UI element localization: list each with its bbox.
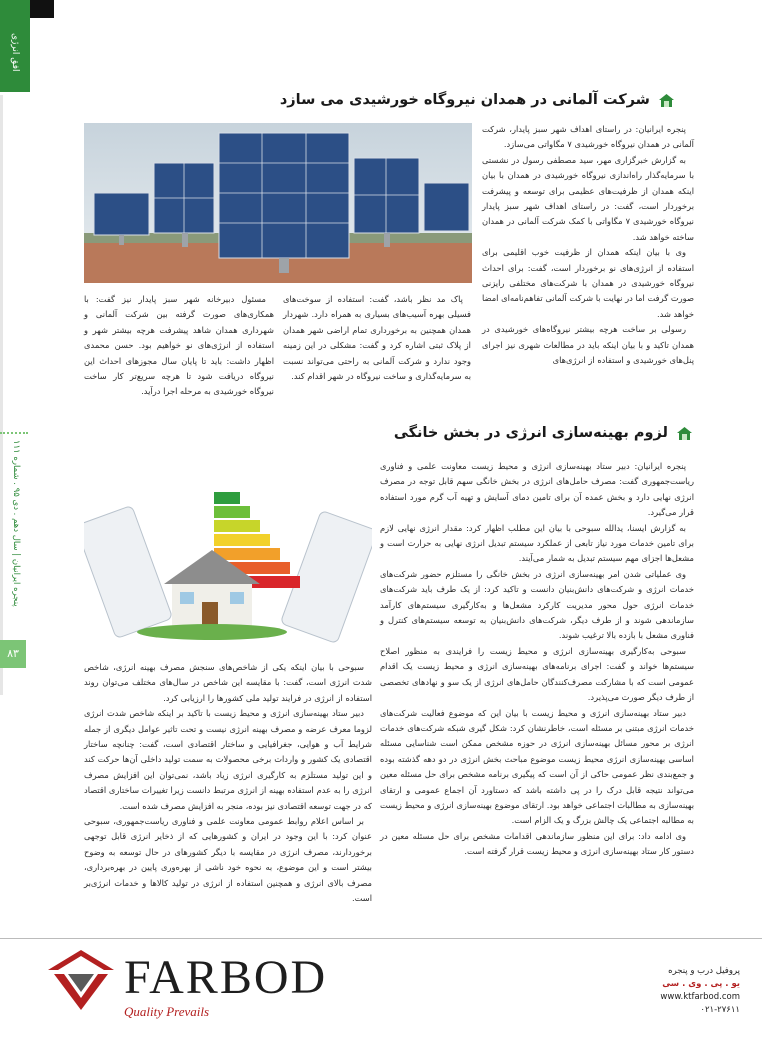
side-rule — [0, 95, 3, 695]
paragraph: سبوحی به‌کارگیری بهینه‌سازی انرژی و محیط زیست را فرایندی به منظور اصلاح سیستم‌ها خواند و گفت: اجرای برنامه‌های بهینه‌سازی انرژی و محیط زیست یک اقدام عمومی است که با مشارکت مصرف‌کنندگان حامل‌های انرژی از یک سو و نهادهای تخصصی از طرف دیگر صورت می‌پذیرد. — [380, 645, 694, 703]
paragraph: دبیر ستاد بهینه‌سازی انرژی و محیط زیست با بیان این که موضوع فعالیت شرکت‌های خدمات انرژی مبتنی بر مسئله است، خاطرنشان کرد: شکل گیری شبکه شرکت‌های خدمات انرژی بر محور مسائل بهینه‌سازی انرژی در حوزه مشخص ممکن است شناسایی مسئله اساسی بهینه‌سازی انرژی محیط زیست موضوع مباحث بخش انرژی در دو دهه گذشته بوده و جمع‌بندی نظر عمومی حاکی از آن است که پیگیری برنامه مشخص برای حل مسئله معین می‌تواند نتیجه قابل درک را در پی داشته باشد که دستاورد آن اجماع عمومی و ارتقای بهینه‌سازی به مطالبات اجتماعی خواهد بود. ارتقای موضوع بهینه‌سازی انرژی و محیط زیست به مطالبه اجتماعی یک چالش بزرگ و یک الزام است. — [380, 707, 694, 826]
brand-name: FARBOD — [124, 951, 328, 1004]
paragraph: پاک مد نظر باشد، گفت: استفاده از سوخت‌های فسیلی بهره آسیب‌های بسیاری به همراه دارد. شهردار همدان همچنین به برخورداری تمام اراضی شهر همدان از پلاک ثبتی اشاره کرد و گفت: مشکلی در این زمینه وجود ندارد و شرکت آلمانی به راحتی می‌تواند نسبت به سرمایه‌گذاری و ساخت نیروگاه در شهر اقدام کند. — [283, 294, 471, 382]
article2-right-column — [380, 459, 694, 860]
article2-left-column — [84, 660, 372, 907]
house-icon — [659, 94, 674, 107]
ad-website: www.ktfarbod.com — [660, 992, 740, 1002]
house-icon — [677, 427, 692, 440]
section-tag: افق انرژی — [10, 32, 20, 72]
article1-title — [280, 92, 674, 108]
paragraph: رسولی بر ساخت هرچه بیشتر نیروگاه‌های خورشیدی در همدان تاکید و با بیان اینکه باید در مطالعات شهری نیز اجرای پنل‌های خورشیدی و استفاده از انرژی‌های — [482, 324, 694, 366]
paragraph: وی عملیاتی شدن امر بهینه‌سازی انرژی در بخش خانگی را مستلزم حضور شرکت‌های خدمات انرژی و شرکت‌های دانش‌بنیان دانست و تاکید کرد: از یک طرف باید شرکت‌های خدمات انرژی حول محور مدیریت کارکرد مشعل‌ها و به‌کارگیری سیستم‌های کارآمد سازماندهی شوند و از طرف دیگر، شرکت‌های دانش‌بنیان به توسعه سیستم‌های کنترل و فناوری مشعل با بازده بالا ترغیب شوند. — [380, 568, 694, 641]
paragraph: دبیر ستاد بهینه‌سازی انرژی و محیط زیست با تاکید بر اینکه شاخص شدت انرژی لزوما معرف عرضه و مصرف بهینه انرژی نیست و تحت تاثیر عوامل دیگری از جمله شرایط آب و هوایی، جغرافیایی و ساختار اقتصادی است، گفت: چنانچه ساختار اقتصادی یک کشور و واردات برخی محصولات به سمت تولید داخلی آن‌ها حرکت کند و این تولید مستلزم به کارگیری انرژی زیاد باشد، نمی‌توان این افزایش مصرف انرژی را به عدم استفاده بهینه از انرژی مرتبط دانست زیرا تغییرات ساختاری اقتصاد که در جهت توسعه اقتصادی نیز بوده، منجر به افزایش مصرف شده است. — [84, 708, 372, 811]
page-number: ۸۳ — [0, 640, 26, 668]
paragraph: وی ادامه داد: برای این منظور سازماندهی اقدامات مشخص برای حل مسئله معین در دستور کار ستاد بهینه‌سازی انرژی و محیط زیست قرار گرفته است. — [380, 830, 694, 857]
paragraph: مسئول دبیرخانه شهر سبز پایدار نیز گفت: با همکاری‌های صورت گرفته بین شرکت آلمانی و شهرداری همدان شاهد پیشرفت هرچه بیشتر شهر و استفاده از انرژی‌های نو خواهیم بود. حسن محمدی اظهار داشت: باید تا پایان سال مجوزهای احداث این نیروگاه دریافت شود تا هرچه سریع‌تر کار ساخت نیروگاه خورشیدی به مرحله اجرا درآید. — [84, 294, 274, 397]
paragraph: وی با بیان اینکه همدان از ظرفیت خوب اقلیمی برای استفاده از انرژی‌های نو برخوردار است، گفت: برای احداث نیروگاه خورشیدی در همدان با شرکت‌های مختلفی رایزنی صورت گرفت اما در نهایت با شرکت آلمانی تفاهم‌نامه‌ای امضا خواهد شد. — [482, 247, 694, 319]
paragraph: سبوحی با بیان اینکه یکی از شاخص‌های سنجش مصرف بهینه انرژی، شاخص شدت انرژی است، گفت: با مقایسه این شاخص در سال‌های مختلف می‌توان روند استفاده از انرژی در فرایند تولید ملی کشورها را ارزیابی کرد. — [84, 662, 372, 703]
ad-line2: یو . پی . وی . سی — [662, 979, 740, 989]
article1-left-column — [84, 292, 274, 400]
solar-panels-photo — [84, 123, 472, 283]
article1-title-text: شرکت آلمانی در همدان نیروگاه خورشیدی می سازد — [279, 92, 650, 108]
ad-phone: ۰۲۱-۲۷۶۱۱ — [700, 1005, 740, 1015]
article2-title — [394, 425, 692, 441]
brand-tagline: Quality Prevails — [124, 1004, 210, 1019]
paragraph: به گزارش ایسنا، یدالله سبوحی با بیان این مطلب اظهار کرد: مقدار انرژی نهایی لازم برای تامین خدمات مورد نیاز تابعی از عملکرد سیستم تبدیل انرژی نهایی به حرارت است و مشعل‌ها اجزای مهم سیستم تبدیل به شمار می‌آیند. — [380, 522, 694, 564]
article2-title-text: لزوم بهینه‌سازی انرژی در بخش خانگی — [393, 425, 668, 441]
paragraph: پنجره ایرانیان: دبیر ستاد بهینه‌سازی انرژی و محیط زیست معاونت علمی و فناوری ریاست‌جمهوری گفت: مصرف حامل‌های انرژی در بخش خانگی سهم قابل توجه در مصرف انرژی نهایی دارد و بخش عمده آن برای تامین دمای آسایش و تهیه آب گرم مورد استفاده قرار می‌گیرد. — [380, 461, 694, 518]
ad-contact — [630, 965, 740, 1017]
farbod-logo — [46, 948, 116, 1018]
article1-middle-column — [283, 292, 471, 384]
paragraph: به گزارش خبرگزاری مهر، سید مصطفی رسول در نشستی با سرمایه‌گذار راه‌اندازی نیروگاه خورشیدی در همدان با بیان اینکه همدان از ظرفیت‌های عظیمی برای توسعه و پیشرفت برخوردار است، گفت: در راستای اهداف شهر سبز پایدار نیروگاه خورشیدی ۷ مگاواتی با کمک شرکت آلمانی در همدان ساخته خواهد شد. — [482, 154, 694, 242]
energy-efficiency-illustration — [84, 472, 372, 652]
dotted-rule — [0, 432, 28, 434]
issue-info: پنجره ایرانیان | سال دهم . دی ۹۵ . شماره ۱۱۱ — [11, 440, 21, 607]
ad-line1: پروفیل درب و پنجره — [668, 966, 740, 976]
paragraph: پنجره ایرانیان: در راستای اهداف شهر سبز پایدار، شرکت آلمانی در همدان نیروگاه خورشیدی ۷ مگاواتی می‌سازد. — [482, 124, 694, 150]
ad-divider — [0, 938, 762, 939]
paragraph: بر اساس اعلام روابط عمومی معاونت علمی و فناوری ریاست‌جمهوری، سبوحی عنوان کرد: با این وجود در ایران و کشورهایی که از ذخایر انرژی قابل توجهی برخوردارند، مصرف انرژی در مقایسه با دیگر کشورهای در حال توسعه به وضوح بیشتر است و این موضوع، به نحوه خود ناشی از بهره‌وری پایین در بهره‌برداری، مصرف بالای انرژی و همچنین استفاده از انرژی در تولید کالاها و خدمات انرژی‌بر است. — [84, 816, 372, 904]
article1-right-column — [482, 122, 694, 369]
side-black-band — [30, 0, 54, 18]
